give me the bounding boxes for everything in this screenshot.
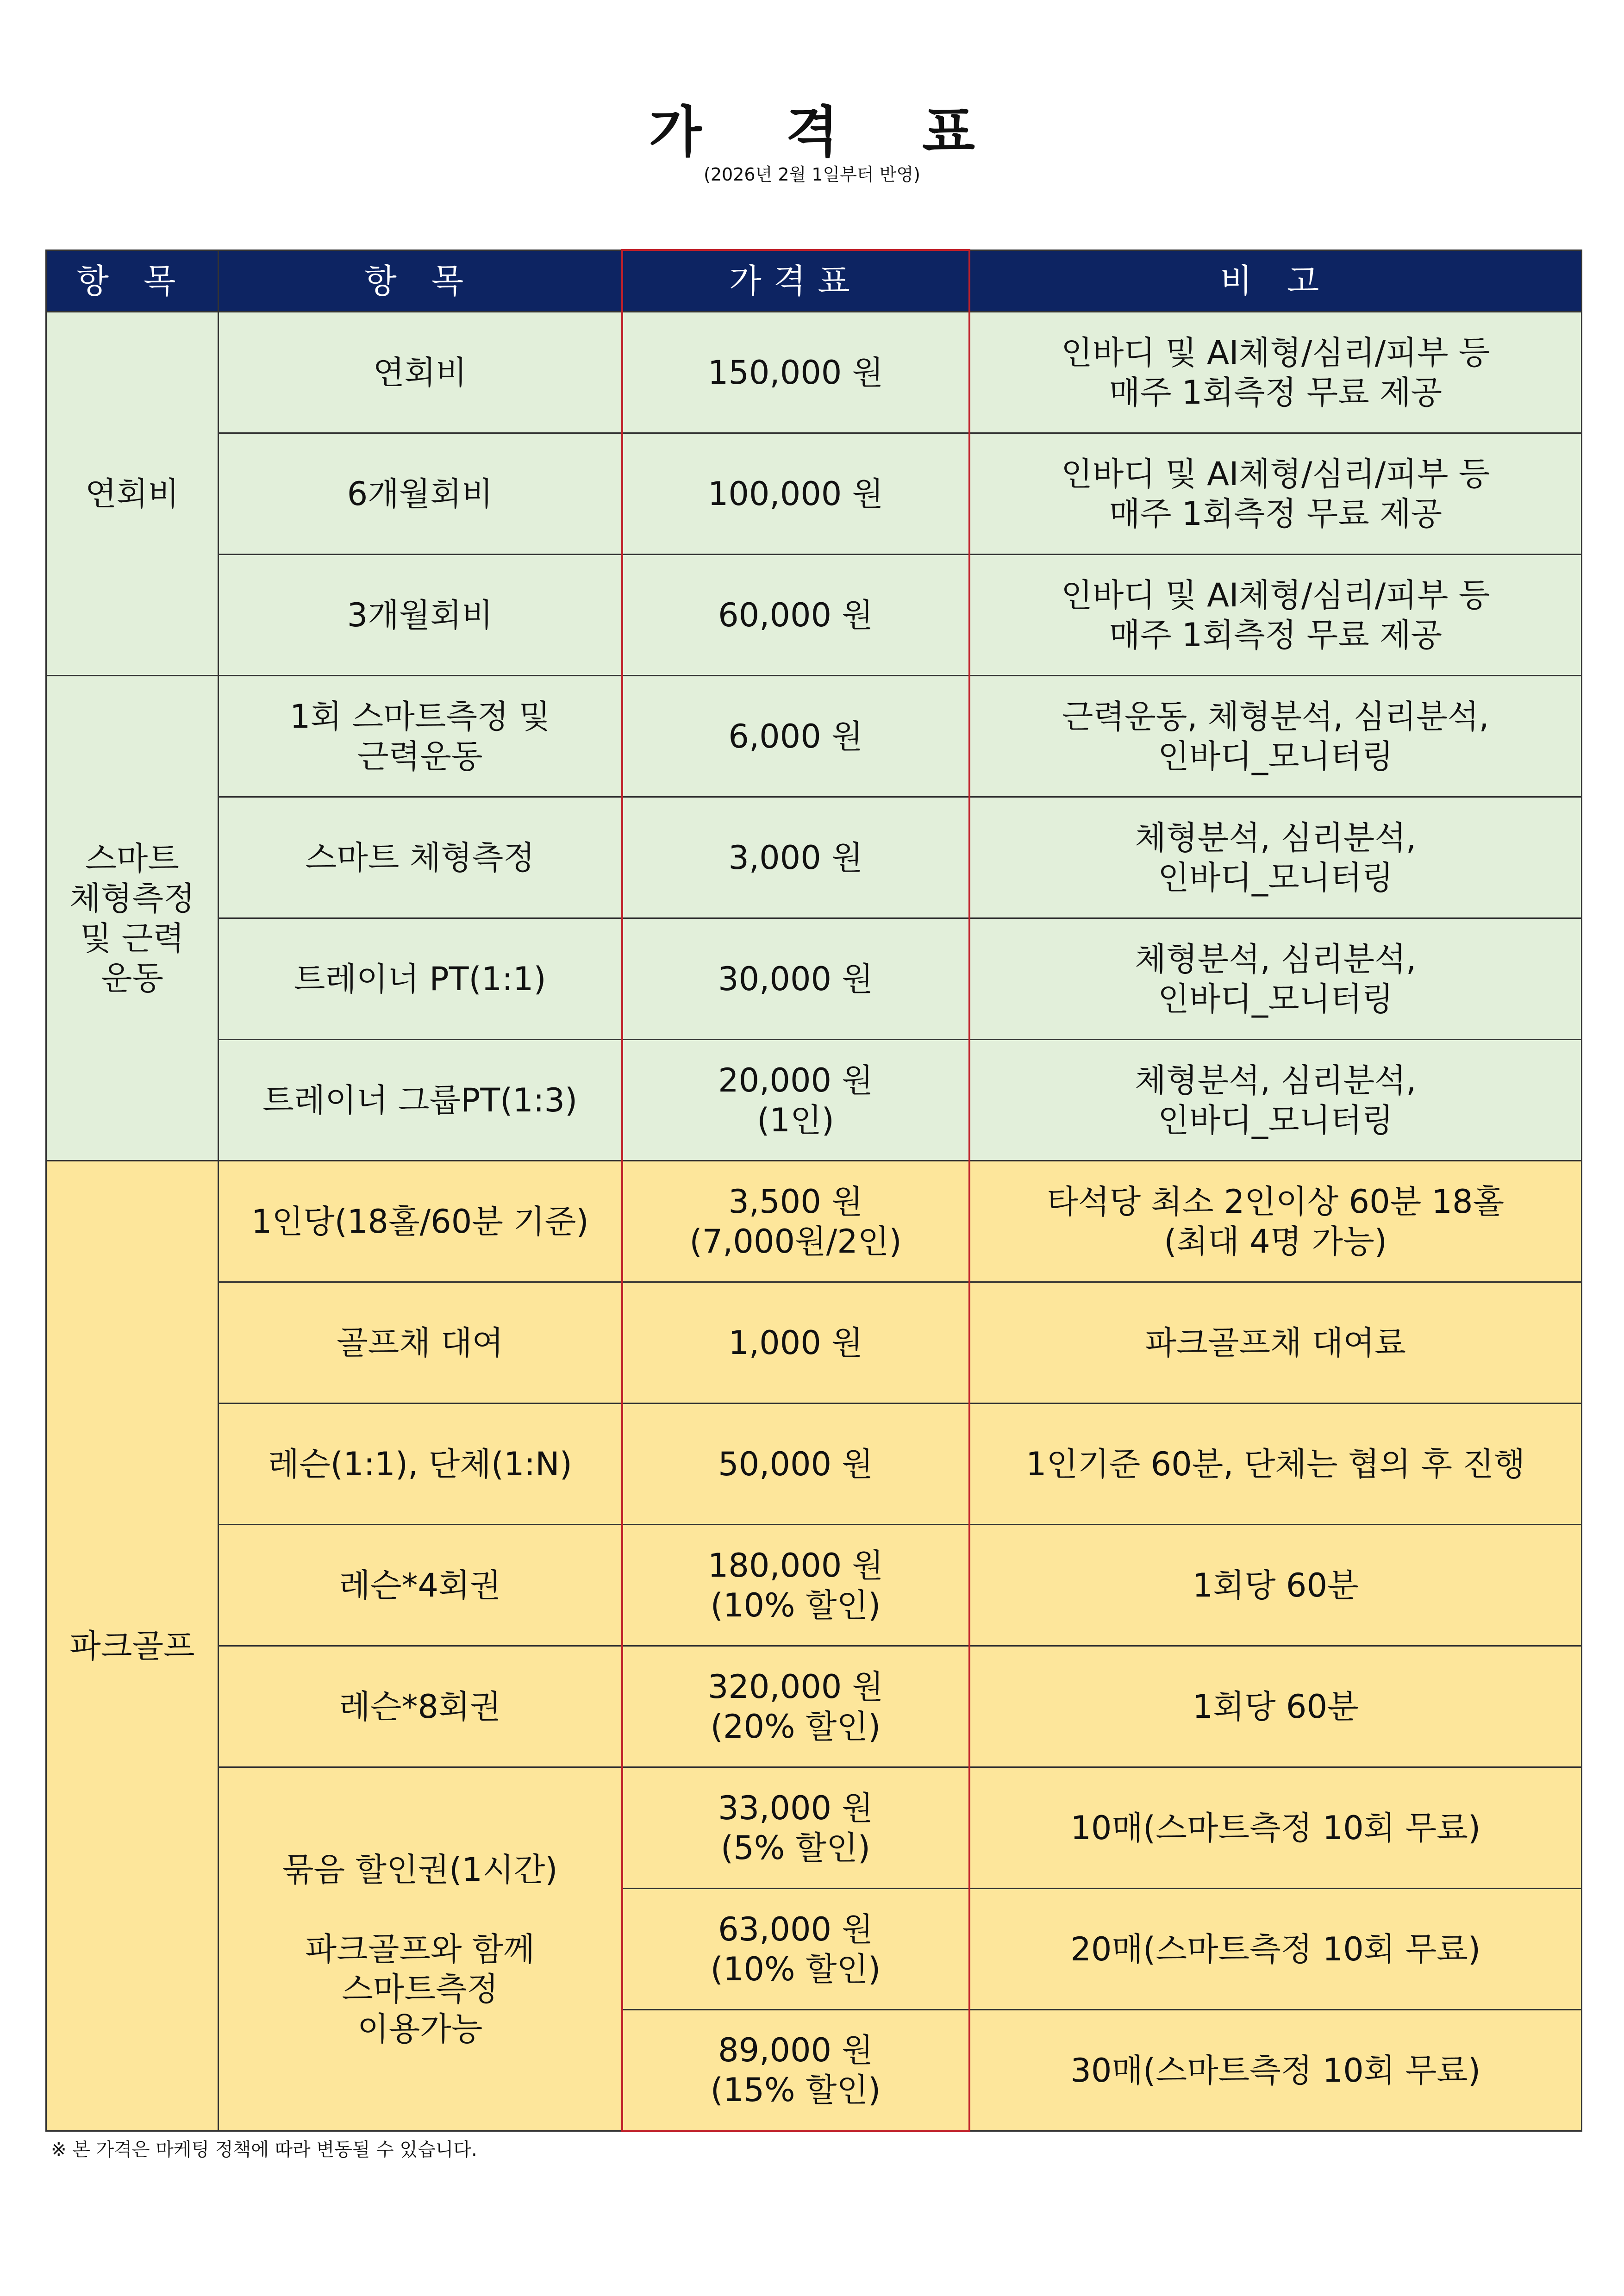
price-cell [622,1040,969,1161]
price-line: 320,000 원 [707,1667,884,1706]
bundle-line: 스마트측정 [342,1970,499,2008]
item-cell [219,676,622,797]
item-cell: 1인당(18홀/60분 기준) [219,1161,622,1282]
table-row [46,918,1582,1040]
note-line: 근력운동, 체형분석, 심리분석, [1062,697,1489,736]
note-line: 인바디_모니터링 [1158,737,1393,775]
table-row [46,312,1582,433]
table-row [46,676,1582,797]
note-cell [969,555,1582,676]
note-line: 인바디_모니터링 [1158,980,1393,1018]
price-cell: 6,000 원 [622,676,969,797]
item-cell: 트레이너 그룹PT(1:3) [219,1040,622,1161]
item-cell: 레슨*8회권 [219,1646,622,1767]
note-line: 인바디 및 AI체형/심리/피부 등 [1061,576,1490,614]
price-line: 33,000 원 [718,1789,873,1827]
header-item: 항 목 [219,250,622,312]
price-cell: 3,000 원 [622,797,969,918]
note-cell: 30매(스마트측정 10회 무료) [969,2010,1582,2131]
price-line: (7,000원/2인) [689,1222,902,1260]
category-golf: 파크골프 [46,1161,219,2131]
price-line: 3,500 원 [728,1182,863,1221]
price-cell: 150,000 원 [622,312,969,433]
header-note: 비 고 [969,250,1582,312]
price-line: 180,000 원 [707,1546,884,1585]
note-cell: 1인기준 60분, 단체는 협의 후 진행 [969,1404,1582,1525]
note-cell: 20매(스마트측정 10회 무료) [969,1889,1582,2010]
item-cell: 레슨(1:1), 단체(1:N) [219,1404,622,1525]
table-row [46,797,1582,918]
price-cell [622,1525,969,1646]
price-table [45,249,1582,2132]
item-cell: 연회비 [219,312,622,433]
price-line: (10% 할인) [710,1586,881,1624]
table-row [46,1646,1582,1767]
price-line: (1인) [757,1101,834,1139]
note-cell [969,918,1582,1040]
price-cell [622,1646,969,1767]
note-line: 매주 1회측정 무료 제공 [1109,616,1443,654]
item-line: 근력운동 [357,737,483,775]
price-cell [622,2010,969,2131]
note-cell [969,797,1582,918]
bundle-gap [226,1890,614,1929]
category-smart: 스마트 체형측정 및 근력운동 [46,676,219,1161]
price-cell: 100,000 원 [622,433,969,555]
note-cell: 1회당 60분 [969,1646,1582,1767]
item-cell: 스마트 체형측정 [219,797,622,918]
note-line: 체형분석, 심리분석, [1135,940,1417,978]
header-category: 항 목 [46,250,219,312]
bundle-line: 이용가능 [357,2009,483,2048]
note-line: 체형분석, 심리분석, [1135,1061,1417,1099]
table-row [46,433,1582,555]
price-line: 89,000 원 [718,2031,873,2070]
note-cell [969,676,1582,797]
note-cell [969,1040,1582,1161]
note-line: 매주 1회측정 무료 제공 [1109,373,1443,412]
table-header-row [46,250,1582,312]
page-title: 가 격 표 [649,100,1008,164]
price-cell: 50,000 원 [622,1404,969,1525]
bundle-title: 묶음 할인권(1시간) [282,1850,558,1889]
price-line: 63,000 원 [718,1910,873,1948]
bundle-item-cell [219,1767,622,2131]
category-membership: 연회비 [46,312,219,676]
note-line: (최대 4명 가능) [1164,1222,1387,1260]
price-cell: 30,000 원 [622,918,969,1040]
note-cell [969,433,1582,555]
note-cell: 1회당 60분 [969,1525,1582,1646]
note-cell [969,1161,1582,1282]
item-cell: 레슨*4회권 [219,1525,622,1646]
item-cell: 6개월회비 [219,433,622,555]
price-line: (15% 할인) [710,2071,881,2109]
item-line: 1회 스마트측정 및 [290,697,550,736]
price-cell [622,1161,969,1282]
table-row [46,555,1582,676]
item-cell: 트레이너 PT(1:1) [219,918,622,1040]
note-line: 인바디_모니터링 [1158,858,1393,897]
price-line: (10% 할인) [710,1950,881,1988]
price-cell [622,1889,969,2010]
price-cell: 60,000 원 [622,555,969,676]
page-subtitle: (2026년 2월 1일부터 반영) [704,164,920,185]
note-cell [969,312,1582,433]
note-line: 타석당 최소 2인이상 60분 18홀 [1047,1182,1505,1221]
table-row [46,1767,1582,1889]
price-line: 20,000 원 [718,1061,873,1099]
table-row [46,1040,1582,1161]
table-row [46,1282,1582,1404]
note-cell: 10매(스마트측정 10회 무료) [969,1767,1582,1889]
bundle-line: 파크골프와 함께 [305,1930,535,1968]
note-line: 매주 1회측정 무료 제공 [1109,494,1443,533]
header-price: 가격표 [622,250,969,312]
footnote: ※ 본 가격은 마케팅 정책에 따라 변동될 수 있습니다. [51,2139,477,2160]
table-row [46,1525,1582,1646]
note-line: 인바디_모니터링 [1158,1101,1393,1139]
note-line: 체형분석, 심리분석, [1135,818,1417,857]
price-cell: 1,000 원 [622,1282,969,1404]
note-cell: 파크골프채 대여료 [969,1282,1582,1404]
price-cell [622,1767,969,1889]
item-cell: 골프채 대여 [219,1282,622,1404]
table-row [46,1404,1582,1525]
note-line: 인바디 및 AI체형/심리/피부 등 [1061,333,1490,372]
table-row [46,1161,1582,1282]
note-line: 인바디 및 AI체형/심리/피부 등 [1061,455,1490,493]
price-line: (5% 할인) [720,1828,871,1867]
price-line: (20% 할인) [710,1707,881,1746]
item-cell: 3개월회비 [219,555,622,676]
